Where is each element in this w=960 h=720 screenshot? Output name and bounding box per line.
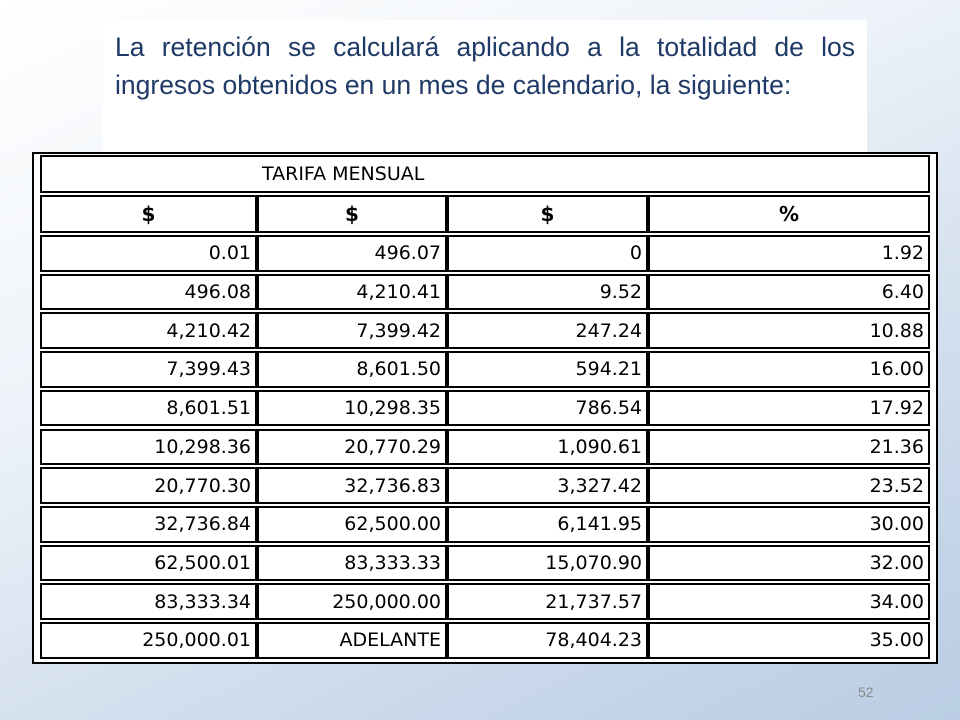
table-cell: 250,000.00 <box>257 583 447 620</box>
table-title: TARIFA MENSUAL <box>40 155 930 193</box>
table-cell: 16.00 <box>648 351 930 388</box>
table-cell: 34.00 <box>648 583 930 620</box>
table-cell: 3,327.42 <box>447 467 648 504</box>
table-cell: 0.01 <box>40 235 257 272</box>
table-cell: 32,736.83 <box>257 467 447 504</box>
table-cell: 1,090.61 <box>447 429 648 466</box>
table-cell: 786.54 <box>447 390 648 427</box>
table-cell: 8,601.51 <box>40 390 257 427</box>
table-cell: 247.24 <box>447 312 648 349</box>
table-cell: 30.00 <box>648 506 930 543</box>
table-cell: 0 <box>447 235 648 272</box>
table-cell: 7,399.42 <box>257 312 447 349</box>
table-cell: 83,333.34 <box>40 583 257 620</box>
table-cell: 496.07 <box>257 235 447 272</box>
table-cell: 496.08 <box>40 274 257 311</box>
table-cell: 78,404.23 <box>447 622 648 659</box>
table-cell: 7,399.43 <box>40 351 257 388</box>
table-cell: 250,000.01 <box>40 622 257 659</box>
table-cell: 35.00 <box>648 622 930 659</box>
column-header: $ <box>447 195 648 233</box>
table-cell: 20,770.30 <box>40 467 257 504</box>
table-cell: 20,770.29 <box>257 429 447 466</box>
table-cell: 10,298.36 <box>40 429 257 466</box>
page-number: 52 <box>858 684 874 700</box>
column-header: % <box>648 195 930 233</box>
table-cell: 10.88 <box>648 312 930 349</box>
table-cell: 4,210.42 <box>40 312 257 349</box>
table-cell: 32.00 <box>648 545 930 582</box>
table-cell: 15,070.90 <box>447 545 648 582</box>
table-cell: 6.40 <box>648 274 930 311</box>
table-cell: 9.52 <box>447 274 648 311</box>
table-cell: 4,210.41 <box>257 274 447 311</box>
table-cell: 83,333.33 <box>257 545 447 582</box>
table-cell: 6,141.95 <box>447 506 648 543</box>
column-header: $ <box>40 195 257 233</box>
table-cell: 62,500.01 <box>40 545 257 582</box>
table-cell: 62,500.00 <box>257 506 447 543</box>
table-cell: ADELANTE <box>257 622 447 659</box>
table-cell: 8,601.50 <box>257 351 447 388</box>
table-cell: 21,737.57 <box>447 583 648 620</box>
table-cell: 1.92 <box>648 235 930 272</box>
intro-paragraph: La retención se calculará aplicando a la totalidad de los ingresos obtenidos en un mes de calendario, la siguiente: <box>115 32 855 100</box>
column-header: $ <box>257 195 447 233</box>
table-cell: 594.21 <box>447 351 648 388</box>
table-cell: 21.36 <box>648 429 930 466</box>
table-cell: 23.52 <box>648 467 930 504</box>
table-cell: 10,298.35 <box>257 390 447 427</box>
table-cell: 32,736.84 <box>40 506 257 543</box>
intro-text-box <box>103 20 867 154</box>
table-cell: 17.92 <box>648 390 930 427</box>
